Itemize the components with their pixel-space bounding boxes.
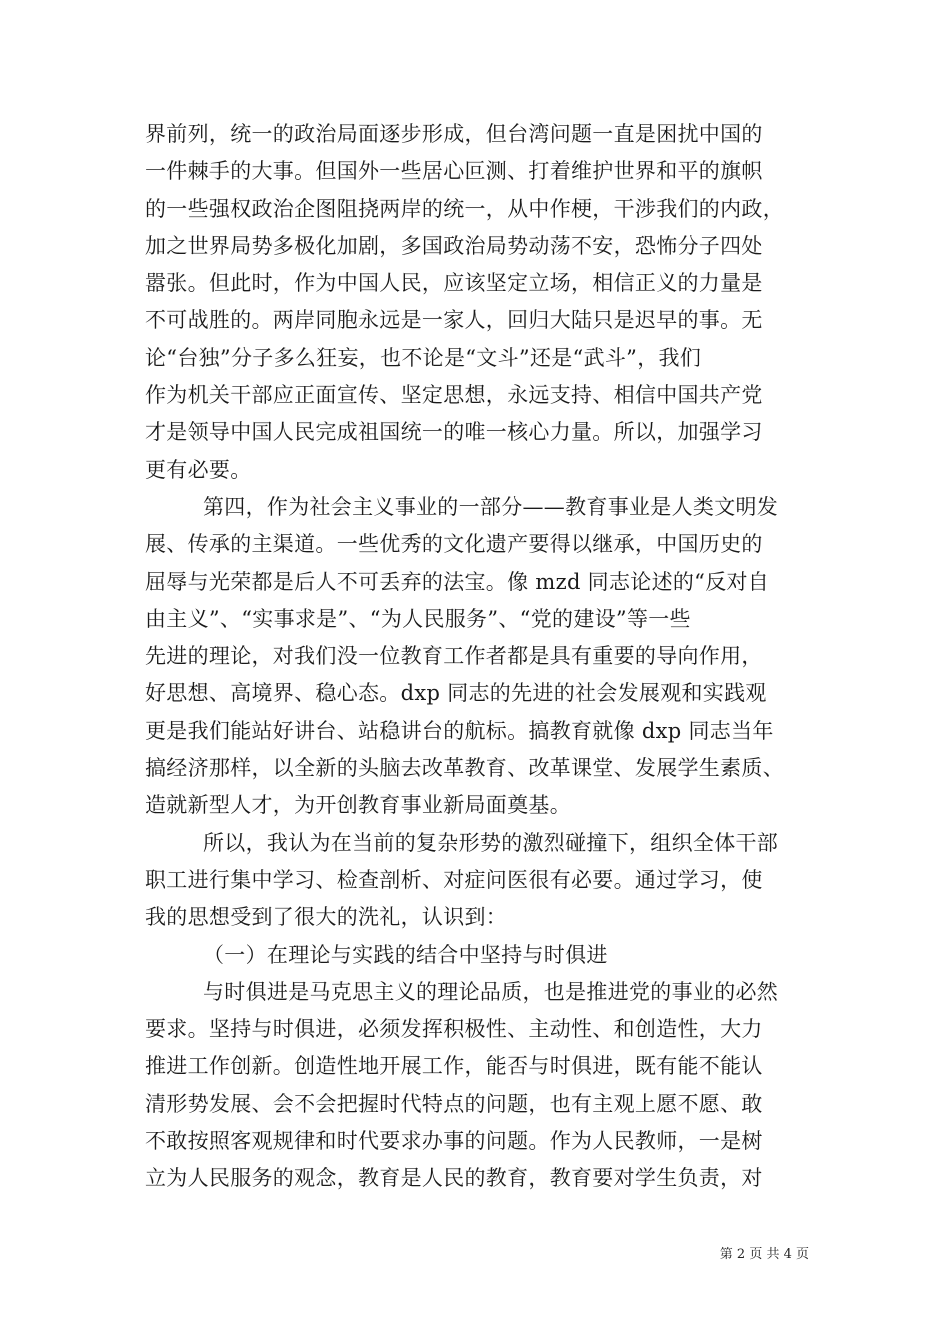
text-line: 造就新型人才，为开创教育事业新局面奠基。 xyxy=(145,793,571,818)
text-line: 一件棘手的大事。但国外一些居心叵测、打着维护世界和平的旗帜 xyxy=(145,159,763,184)
text-line: 要求。坚持与时俱进，必须发挥积极性、主动性、和创造性，大力 xyxy=(145,1017,763,1042)
text-line: 立为人民服务的观念，教育是人民的教育，教育要对学生负责，对 xyxy=(145,1166,763,1191)
text-line: 的一些强权政治企图阻挠两岸的统一，从中作梗，干涉我们的内政， xyxy=(145,196,784,221)
text-line: 第四，作为社会主义事业的一部分——教育事业是人类文明发 xyxy=(203,494,779,519)
text-line: 与时俱进是马克思主义的理论品质，也是推进党的事业的必然 xyxy=(203,979,779,1004)
text-line: 不可战胜的。两岸同胞永远是一家人，回归大陆只是迟早的事。无 xyxy=(145,308,763,333)
text-line: 我的思想受到了很大的洗礼，认识到： xyxy=(145,905,508,930)
text-line: 先进的理论，对我们没一位教育工作者都是具有重要的导向作用， xyxy=(145,644,763,669)
page-number: 第 2 页 共 4 页 xyxy=(719,1247,809,1262)
document-body xyxy=(145,116,810,1198)
text-line: 界前列，统一的政治局面逐步形成，但台湾问题一直是困扰中国的 xyxy=(145,122,763,146)
text-line: 论“台独”分子多么狂妄，也不论是“文斗”还是“武斗”，我们 xyxy=(145,345,702,370)
text-line: 好思想、高境界、稳心态。dxp 同志的先进的社会发展观和实践观 xyxy=(145,681,767,706)
text-line: 更是我们能站好讲台、站稳讲台的航标。搞教育就像 dxp 同志当年 xyxy=(145,718,774,743)
text-line: 屈辱与光荣都是后人不可丢弃的法宝。像 mzd 同志论述的“反对自 xyxy=(145,569,770,594)
text-line: 展、传承的主渠道。一些优秀的文化遗产要得以继承，中国历史的 xyxy=(145,532,763,557)
text-line: （一）在理论与实践的结合中坚持与时俱进 xyxy=(203,942,608,967)
text-line: 才是领导中国人民完成祖国统一的唯一核心力量。所以，加强学习 xyxy=(145,420,763,445)
text-line: 推进工作创新。创造性地开展工作，能否与时俱进，既有能不能认 xyxy=(145,1054,763,1079)
text-line: 不敢按照客观规律和时代要求办事的问题。作为人民教师，一是树 xyxy=(145,1129,763,1154)
text-line: 所以，我认为在当前的复杂形势的激烈碰撞下，组织全体干部 xyxy=(203,830,779,855)
text-line: 由主义”、“实事求是”、“为人民服务”、“党的建设”等一些 xyxy=(145,606,691,631)
text-line: 清形势发展、会不会把握时代特点的问题，也有主观上愿不愿、敢 xyxy=(145,1091,763,1116)
text-line: 更有必要。 xyxy=(145,457,252,482)
text-line: 嚣张。但此时，作为中国人民，应该坚定立场，相信正义的力量是 xyxy=(145,271,763,296)
text-line: 加之世界局势多极化加剧，多国政治局势动荡不安，恐怖分子四处 xyxy=(145,233,763,258)
text-line: 搞经济那样，以全新的头脑去改革教育、改革课堂、发展学生素质、 xyxy=(145,756,784,781)
text-line: 作为机关干部应正面宣传、坚定思想，永远支持、相信中国共产党 xyxy=(145,383,763,408)
text-line: 职工进行集中学习、检查剖析、对症问医很有必要。通过学习，使 xyxy=(145,867,763,892)
